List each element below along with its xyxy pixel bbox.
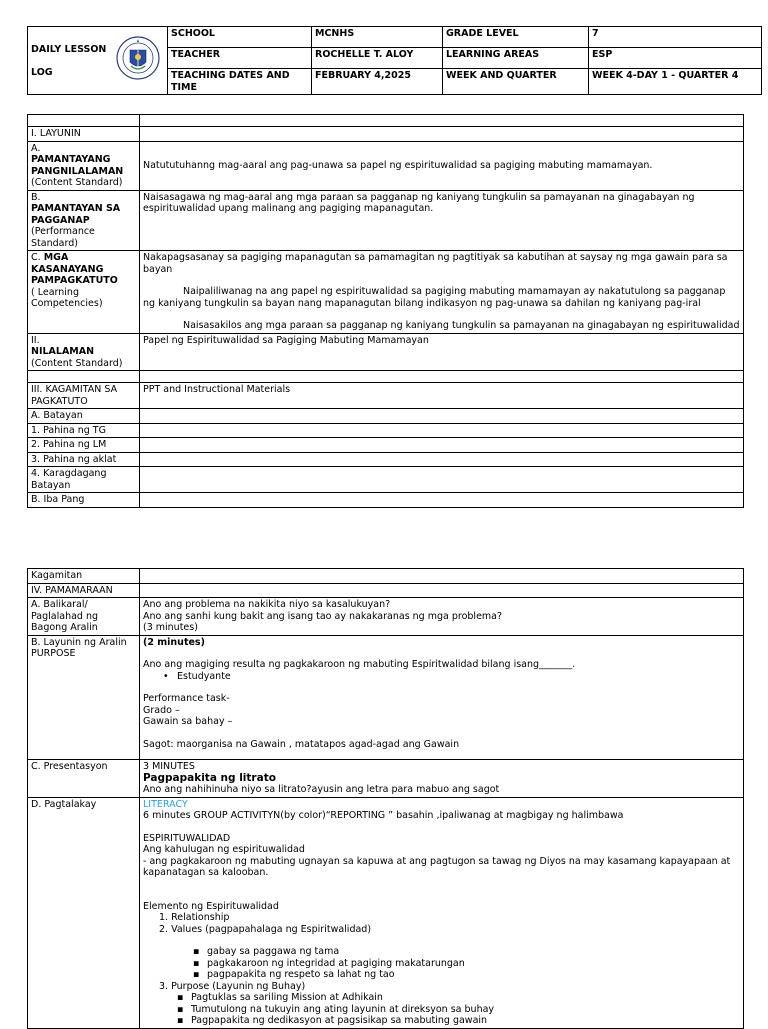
- balikaral-text: Ano ang problema na nakikita niyo sa kasalukuyan? Ano ang sanhi kung bakit ang isang tao ay nakakaranas ng mga problema? (3 minutes): [140, 598, 744, 636]
- lesson-objectives-table: [27, 114, 744, 508]
- layunin-aralin-label: B. Layunin ng Aralin PURPOSE: [28, 635, 140, 760]
- grade-level-value: 7: [589, 27, 762, 48]
- teacher-value: ROCHELLE T. ALOY: [312, 48, 443, 69]
- batayan-label: A. Batayan: [28, 409, 140, 424]
- element-item-2: 2. Values (pagpapahalaga ng Espiritwalidad): [159, 923, 372, 935]
- teaching-dates-label: TEACHING DATES AND TIME: [168, 69, 312, 95]
- estudyante-bullet: • Estudyante: [143, 671, 740, 683]
- performance-standard-label: B. PAMANTAYAN SA PAGGANAP (Performance Standard): [28, 190, 140, 251]
- nilalaman-label: II. NILALAMAN (Content Standard): [28, 333, 140, 371]
- learning-competencies-text: Nakapagsasanay sa pagiging mapanagutan sa pamamagitan ng pagtitiyak sa kabutihan at saysay ng mga gawain para sa bayan Naipaliliwanag na ang papel ng espirituwalidad sa pagiging mabuting mamamayan ay nakatutulong sa pagganap ng kaniyang tungkulin sa bayan nang mapanagutan bilang indikasyon ng pag-unawa sa dahilan ng kaniyang pag-iral Naisasakilos ang mga paraan sa pagganap ng kaniyang tungkulin sa pamayanan na ginagabayan ng espirituwalidad: [140, 251, 744, 334]
- school-label: SCHOOL: [168, 27, 312, 48]
- purpose-item: ▪ Pagpapakita ng dedikasyon at pagsisikap sa mabuting gawain: [143, 1015, 740, 1027]
- grade-level-label: GRADE LEVEL: [443, 27, 589, 48]
- balikaral-label: A. Balikaral/ Paglalahad ng Bagong Aralin: [28, 598, 140, 636]
- iba-pang-label: B. Iba Pang: [28, 493, 140, 508]
- layunin-heading: I. LAYUNIN: [28, 127, 140, 142]
- content-standard-text: Natututuhanng mag-aaral ang pag-unawa sa papel ng espirituwalidad sa pagiging mabuting mamamayan.: [140, 141, 744, 190]
- performance-standard-text: Naisasagawa ng mag-aaral ang mga paraan sa pagganap ng kaniyang tungkulin sa pamayanan na ginagabayan ng espirituwalidad upang malinang ang pagiging mapanagutan.: [140, 190, 744, 251]
- learning-areas-label: LEARNING AREAS: [443, 48, 589, 69]
- learning-competencies-label: C. MGA KASANAYANG PAMPAGKATUTO ( Learning Competencies): [28, 251, 140, 334]
- kagamitan-text: PPT and Instructional Materials: [140, 383, 744, 409]
- literacy-tag: LITERACY: [143, 798, 188, 810]
- nilalaman-text: Papel ng Espirituwalidad sa Pagiging Mabuting Mamamayan: [140, 333, 744, 371]
- tg-label: 1. Pahina ng TG: [28, 423, 140, 438]
- pagtalakay-label: D. Pagtalakay: [28, 797, 140, 1028]
- purpose-item: ▪ Tumutulong na tukuyin ang ating layunin at direksyon sa buhay: [143, 1004, 740, 1016]
- element-item-3: 3. Purpose (Layunin ng Buhay): [159, 980, 306, 992]
- title-line2: LOG: [31, 66, 53, 78]
- title-line1: DAILY LESSON: [31, 43, 107, 55]
- lm-label: 2. Pahina ng LM: [28, 438, 140, 453]
- presentasyon-text: 3 MINUTES Pagpapakita ng litrato Ano ang nahihinuha niyo sa litrato?ayusin ang letra para mabuo ang sagot: [140, 760, 744, 798]
- pagtalakay-text: LITERACY 6 minutes GROUP ACTIVITYN(by color)“REPORTING ” basahin ,ipaliwanag at magbigay ng halimbawa ESPIRITUWALIDAD Ang kahulugan ng espirituwalidad - ang pagkakaroon ng mabuting ugnayan sa kapuwa at ang pagtugon sa tawag ng Diyos na may kasamang kapayapaan at kapanatagan sa kalooban. Elemento ng Espirituwalidad 1. Relationship 2. Values (pagpapahalaga ng Espiritwalidad) ▪ gabay sa paggawa ng tama ▪ pagkakaroon ng integridad at pagiging makatarungan ▪ pagpapakita ng respeto sa lahat ng tao 3. Purpose (Layunin ng Buhay) ▪ Pagtuklas sa sariling Mission at Adhikain ▪ Tumutulong na tukuyin ang ating layunin at direksyon sa buhay ▪ Pagpapakita ng dedikasyon at pagsisikap sa mabuting gawain: [140, 797, 744, 1028]
- teacher-label: TEACHER: [168, 48, 312, 69]
- value-item: ▪ pagkakaroon ng integridad at pagiging makatarungan: [143, 958, 740, 970]
- aklat-label: 3. Pahina ng aklat: [28, 452, 140, 467]
- school-value: MCNHS: [312, 27, 443, 48]
- value-item: ▪ pagpapakita ng respeto sa lahat ng tao: [143, 969, 740, 981]
- karagdagang-label: 4. Karagdagang Batayan: [28, 467, 140, 493]
- layunin-aralin-text: (2 minutes) Ano ang magiging resulta ng pagkakaroon ng mabuting Espiritwalidad bilang isang_______. • Estudyante Performance task- Grado – Gawain sa bahay – Sagot: maorganisa na Gawain , matatapos agad-agad ang Gawain: [140, 635, 744, 760]
- procedure-table: [27, 568, 744, 1029]
- week-quarter-value: WEEK 4-DAY 1 - QUARTER 4: [589, 69, 762, 95]
- presentasyon-label: C. Presentasyon: [28, 760, 140, 798]
- content-standard-label: A. PAMANTAYANG PANGNILALAMAN (Content Standard): [28, 141, 140, 190]
- deped-seal-icon: [116, 36, 160, 80]
- element-item-1: 1. Relationship: [159, 912, 230, 923]
- value-item: ▪ gabay sa paggawa ng tama: [143, 946, 740, 958]
- kagamitan-continued: Kagamitan: [28, 569, 140, 584]
- purpose-item: ▪ Pagtuklas sa sariling Mission at Adhikain: [143, 992, 740, 1004]
- teaching-dates-value: FEBRUARY 4,2025: [312, 69, 443, 95]
- pamamaraan-heading: IV. PAMAMARAAN: [28, 583, 140, 598]
- week-quarter-label: WEEK AND QUARTER: [443, 69, 589, 95]
- learning-areas-value: ESP: [589, 48, 762, 69]
- kagamitan-label: III. KAGAMITAN SA PAGKATUTO: [28, 383, 140, 409]
